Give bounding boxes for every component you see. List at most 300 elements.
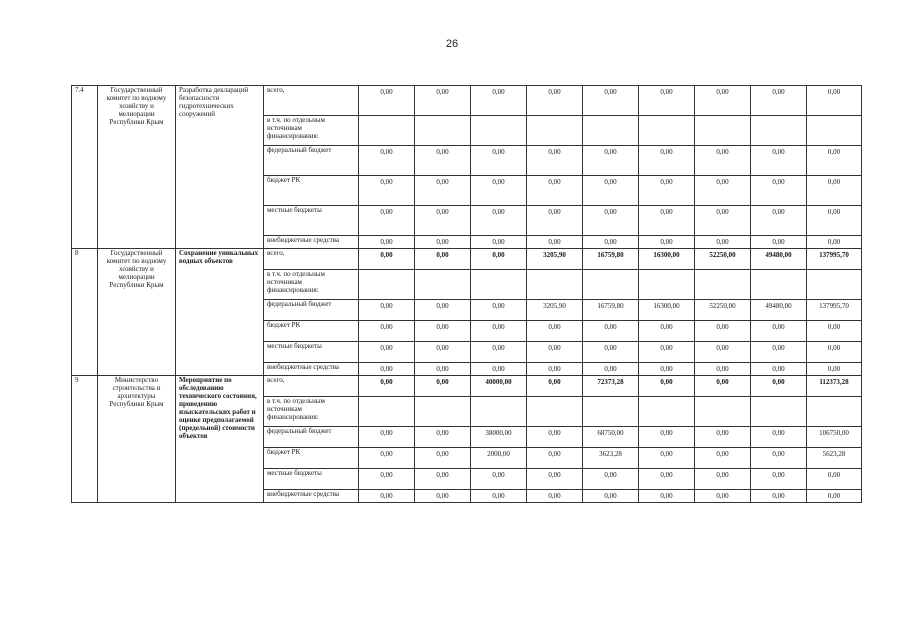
amount-value: 0,00 xyxy=(604,492,617,500)
amount-cell xyxy=(415,427,471,448)
amount-cell xyxy=(751,249,807,270)
amount-value: 5623,28 xyxy=(822,450,846,458)
amount-cell xyxy=(527,363,583,376)
amount-value xyxy=(754,116,803,118)
amount-cell xyxy=(359,86,415,116)
amount-cell xyxy=(359,342,415,363)
amount-cell xyxy=(639,249,695,270)
amount-cell xyxy=(471,490,527,503)
funding-source: всего, xyxy=(264,86,359,116)
funding-source: всего, xyxy=(264,249,359,270)
amount-value: 0,00 xyxy=(604,323,617,331)
amount-cell xyxy=(807,490,862,503)
amount-cell xyxy=(415,321,471,342)
amount-value xyxy=(418,116,467,118)
amount-value: 0,00 xyxy=(660,429,673,437)
amount-cell xyxy=(807,116,862,146)
amount-value: 0,00 xyxy=(380,302,393,310)
amount-value: 0,00 xyxy=(436,148,449,156)
amount-value: 0,00 xyxy=(660,471,673,479)
funding-source: в т.ч. по отдельным источникам финансирования: xyxy=(264,270,359,300)
amount-cell xyxy=(807,427,862,448)
amount-cell xyxy=(359,236,415,249)
amount-value xyxy=(642,397,691,399)
amount-value: 112373,28 xyxy=(819,378,849,386)
amount-value: 0,00 xyxy=(827,365,841,373)
amount-cell xyxy=(359,270,415,300)
amount-value: 0,00 xyxy=(772,148,785,156)
amount-value xyxy=(418,270,467,272)
amount-value: 0,00 xyxy=(548,429,561,437)
amount-value: 0,00 xyxy=(492,492,505,500)
amount-cell xyxy=(639,448,695,469)
amount-cell xyxy=(695,376,751,397)
funding-source: федеральный бюджет xyxy=(264,427,359,448)
amount-value: 0,00 xyxy=(548,208,561,216)
amount-cell xyxy=(471,300,527,321)
amount-value: 0,00 xyxy=(436,450,449,458)
amount-value xyxy=(642,270,691,272)
amount-cell xyxy=(415,397,471,427)
amount-cell xyxy=(639,321,695,342)
amount-value: 0,00 xyxy=(380,323,393,331)
amount-value: 0,00 xyxy=(660,178,673,186)
responsible-organization: Министерство строительства и архитектуры Республики Крым xyxy=(98,376,176,503)
amount-cell xyxy=(695,300,751,321)
funding-source: местные бюджеты xyxy=(264,469,359,490)
amount-cell xyxy=(359,490,415,503)
amount-cell xyxy=(415,363,471,376)
amount-cell xyxy=(527,270,583,300)
amount-value: 0,00 xyxy=(436,238,449,246)
amount-cell xyxy=(527,176,583,206)
amount-cell xyxy=(471,397,527,427)
funding-source: местные бюджеты xyxy=(264,206,359,236)
amount-cell xyxy=(583,116,639,146)
amount-cell xyxy=(751,116,807,146)
amount-value: 0,00 xyxy=(772,178,785,186)
amount-cell xyxy=(583,206,639,236)
amount-cell xyxy=(639,236,695,249)
amount-cell xyxy=(639,376,695,397)
amount-value: 0,00 xyxy=(436,365,449,373)
amount-value: 0,00 xyxy=(436,208,449,216)
amount-value: 0,00 xyxy=(772,208,785,216)
amount-cell xyxy=(639,116,695,146)
amount-cell xyxy=(751,342,807,363)
amount-cell xyxy=(583,448,639,469)
funding-source: внебюджетные средства xyxy=(264,490,359,503)
amount-value: 0,00 xyxy=(827,492,841,500)
amount-cell xyxy=(415,342,471,363)
amount-value: 0,00 xyxy=(716,492,729,500)
amount-value: 3623,28 xyxy=(599,450,622,458)
amount-value xyxy=(586,270,635,272)
amount-value: 0,00 xyxy=(827,471,841,479)
amount-value: 0,00 xyxy=(604,208,617,216)
amount-value: 0,00 xyxy=(436,302,449,310)
amount-cell xyxy=(583,236,639,249)
table-row xyxy=(72,376,862,397)
amount-value: 72373,28 xyxy=(597,378,624,386)
amount-value: 0,00 xyxy=(604,238,617,246)
funding-source: бюджет РК xyxy=(264,321,359,342)
amount-value: 0,00 xyxy=(548,323,561,331)
amount-value: 0,00 xyxy=(548,492,561,500)
amount-cell xyxy=(359,206,415,236)
amount-value: 0,00 xyxy=(716,365,729,373)
amount-value: 0,00 xyxy=(827,238,841,246)
amount-cell xyxy=(415,448,471,469)
amount-cell xyxy=(751,427,807,448)
amount-value: 16300,00 xyxy=(653,251,680,259)
amount-cell xyxy=(471,448,527,469)
amount-cell xyxy=(807,342,862,363)
amount-cell xyxy=(695,397,751,427)
amount-value: 0,00 xyxy=(548,178,561,186)
amount-value xyxy=(586,397,635,399)
amount-cell xyxy=(583,376,639,397)
amount-cell xyxy=(639,300,695,321)
amount-value: 0,00 xyxy=(380,88,393,96)
amount-cell xyxy=(583,342,639,363)
amount-cell xyxy=(527,86,583,116)
amount-value xyxy=(530,116,579,118)
activity-name: Разработка деклараций безопасности гидротехнических сооружений xyxy=(176,86,264,249)
amount-value: 0,00 xyxy=(436,471,449,479)
amount-cell xyxy=(583,363,639,376)
amount-cell xyxy=(807,469,862,490)
amount-cell xyxy=(751,236,807,249)
amount-cell xyxy=(415,490,471,503)
amount-value: 0,00 xyxy=(716,208,729,216)
amount-value: 0,00 xyxy=(436,378,449,386)
amount-value: 0,00 xyxy=(548,365,561,373)
amount-value: 16300,00 xyxy=(653,302,680,310)
amount-value xyxy=(530,270,579,272)
amount-value: 49480,00 xyxy=(765,302,792,310)
amount-cell xyxy=(471,376,527,397)
amount-value: 0,00 xyxy=(827,323,841,331)
amount-cell xyxy=(527,249,583,270)
amount-value: 0,00 xyxy=(660,238,673,246)
amount-value xyxy=(586,116,635,118)
amount-cell xyxy=(695,321,751,342)
amount-cell xyxy=(695,270,751,300)
amount-value: 0,00 xyxy=(772,492,785,500)
amount-cell xyxy=(639,206,695,236)
funding-source: в т.ч. по отдельным источникам финансирования: xyxy=(264,397,359,427)
amount-value: 0,00 xyxy=(716,148,729,156)
amount-value: 0,00 xyxy=(772,88,785,96)
amount-cell xyxy=(415,86,471,116)
budget-table-body xyxy=(72,86,862,503)
amount-value: 0,00 xyxy=(604,344,617,352)
amount-value: 0,00 xyxy=(492,208,505,216)
amount-value: 0,00 xyxy=(492,251,505,259)
amount-cell xyxy=(807,448,862,469)
amount-cell xyxy=(527,321,583,342)
amount-cell xyxy=(639,342,695,363)
section-code: 7.4 xyxy=(72,86,98,249)
amount-cell xyxy=(359,321,415,342)
amount-value: 0,00 xyxy=(716,238,729,246)
amount-cell xyxy=(639,363,695,376)
amount-cell xyxy=(639,469,695,490)
amount-cell xyxy=(527,116,583,146)
responsible-organization: Государственный комитет по водному хозяйству и мелиорации Республики Крым xyxy=(98,249,176,376)
amount-value: 0,00 xyxy=(492,178,505,186)
amount-value: 0,00 xyxy=(436,178,449,186)
funding-source: в т.ч. по отдельным источникам финансирования: xyxy=(264,116,359,146)
amount-value: 0,00 xyxy=(716,323,729,331)
amount-value: 0,00 xyxy=(380,450,393,458)
amount-value xyxy=(362,116,411,118)
amount-cell xyxy=(359,249,415,270)
amount-value: 0,00 xyxy=(827,344,841,352)
amount-cell xyxy=(583,270,639,300)
amount-value: 0,00 xyxy=(380,208,393,216)
amount-cell xyxy=(807,176,862,206)
amount-cell xyxy=(471,236,527,249)
amount-value: 0,00 xyxy=(492,238,505,246)
amount-cell xyxy=(807,397,862,427)
amount-cell xyxy=(639,490,695,503)
table-row xyxy=(72,86,862,116)
amount-cell xyxy=(695,427,751,448)
amount-value: 0,00 xyxy=(548,378,561,386)
amount-cell xyxy=(695,206,751,236)
funding-source: всего, xyxy=(264,376,359,397)
amount-value: 3205,90 xyxy=(543,302,566,310)
amount-value: 0,00 xyxy=(436,323,449,331)
amount-cell xyxy=(695,176,751,206)
amount-cell xyxy=(751,86,807,116)
amount-cell xyxy=(639,176,695,206)
amount-value: 0,00 xyxy=(380,344,393,352)
amount-value: 0,00 xyxy=(492,302,505,310)
amount-value: 0,00 xyxy=(548,471,561,479)
amount-cell xyxy=(807,146,862,176)
amount-cell xyxy=(359,363,415,376)
amount-value xyxy=(474,397,523,399)
amount-cell xyxy=(583,176,639,206)
amount-value: 0,00 xyxy=(548,450,561,458)
amount-cell xyxy=(471,270,527,300)
budget-table xyxy=(71,85,862,503)
amount-cell xyxy=(807,300,862,321)
amount-value: 0,00 xyxy=(772,450,785,458)
table-row xyxy=(72,249,862,270)
amount-value: 52250,00 xyxy=(709,251,736,259)
amount-cell xyxy=(639,397,695,427)
amount-value xyxy=(698,397,747,399)
amount-value: 0,00 xyxy=(716,88,729,96)
amount-cell xyxy=(415,146,471,176)
amount-cell xyxy=(527,236,583,249)
section-code: 8 xyxy=(72,249,98,376)
amount-value xyxy=(698,270,747,272)
amount-value xyxy=(754,397,803,399)
amount-value: 137995,70 xyxy=(819,251,849,259)
amount-cell xyxy=(527,469,583,490)
amount-value: 0,00 xyxy=(660,365,673,373)
amount-value: 0,00 xyxy=(492,323,505,331)
amount-value: 0,00 xyxy=(660,208,673,216)
amount-cell xyxy=(583,146,639,176)
amount-value: 68750,00 xyxy=(597,429,624,437)
amount-value: 49480,00 xyxy=(765,251,792,259)
amount-cell xyxy=(359,448,415,469)
amount-cell xyxy=(359,300,415,321)
amount-cell xyxy=(583,397,639,427)
amount-value: 0,00 xyxy=(548,88,561,96)
amount-cell xyxy=(583,86,639,116)
amount-cell xyxy=(583,321,639,342)
amount-value: 0,00 xyxy=(772,365,785,373)
amount-cell xyxy=(359,469,415,490)
amount-cell xyxy=(807,249,862,270)
amount-cell xyxy=(415,270,471,300)
amount-value: 0,00 xyxy=(827,148,841,156)
amount-value xyxy=(362,397,411,399)
amount-value: 0,00 xyxy=(716,450,729,458)
amount-cell xyxy=(695,490,751,503)
amount-cell xyxy=(807,270,862,300)
amount-cell xyxy=(807,236,862,249)
amount-cell xyxy=(583,427,639,448)
amount-value: 0,00 xyxy=(380,238,393,246)
amount-cell xyxy=(415,206,471,236)
amount-cell xyxy=(359,397,415,427)
amount-cell xyxy=(359,176,415,206)
amount-cell xyxy=(695,249,751,270)
amount-cell xyxy=(807,321,862,342)
amount-cell xyxy=(415,376,471,397)
amount-cell xyxy=(415,249,471,270)
amount-value xyxy=(474,116,523,118)
amount-value: 0,00 xyxy=(604,178,617,186)
funding-source: внебюджетные средства xyxy=(264,236,359,249)
amount-cell xyxy=(471,206,527,236)
amount-value: 0,00 xyxy=(492,344,505,352)
amount-value: 0,00 xyxy=(772,323,785,331)
amount-value: 0,00 xyxy=(827,178,841,186)
amount-value: 3205,90 xyxy=(543,251,566,259)
amount-value: 0,00 xyxy=(380,471,393,479)
amount-value: 0,00 xyxy=(772,378,785,386)
amount-cell xyxy=(471,116,527,146)
amount-value: 0,00 xyxy=(660,323,673,331)
funding-source: федеральный бюджет xyxy=(264,146,359,176)
amount-cell xyxy=(471,427,527,448)
page-number: 26 xyxy=(445,38,459,50)
amount-value: 0,00 xyxy=(772,429,785,437)
amount-value xyxy=(362,270,411,272)
amount-value: 16759,80 xyxy=(597,302,624,310)
amount-value: 0,00 xyxy=(436,251,449,259)
amount-cell xyxy=(695,363,751,376)
amount-value: 0,00 xyxy=(604,471,617,479)
amount-value: 52250,00 xyxy=(709,302,736,310)
amount-value: 0,00 xyxy=(380,378,393,386)
amount-cell xyxy=(695,448,751,469)
amount-value: 0,00 xyxy=(436,344,449,352)
amount-cell xyxy=(751,469,807,490)
amount-value: 0,00 xyxy=(772,238,785,246)
amount-cell xyxy=(471,363,527,376)
amount-cell xyxy=(695,116,751,146)
funding-source: бюджет РК xyxy=(264,448,359,469)
amount-cell xyxy=(751,363,807,376)
amount-value: 0,00 xyxy=(827,88,841,96)
amount-cell xyxy=(695,342,751,363)
amount-cell xyxy=(471,321,527,342)
amount-value xyxy=(642,116,691,118)
amount-cell xyxy=(751,448,807,469)
amount-cell xyxy=(695,236,751,249)
amount-value xyxy=(754,270,803,272)
amount-cell xyxy=(751,176,807,206)
amount-cell xyxy=(527,397,583,427)
amount-cell xyxy=(639,427,695,448)
amount-value xyxy=(810,270,858,272)
amount-cell xyxy=(471,86,527,116)
amount-value: 0,00 xyxy=(716,178,729,186)
amount-value: 0,00 xyxy=(492,365,505,373)
amount-value: 2000,00 xyxy=(487,450,510,458)
amount-value: 0,00 xyxy=(380,148,393,156)
amount-cell xyxy=(807,206,862,236)
amount-cell xyxy=(359,427,415,448)
amount-cell xyxy=(695,469,751,490)
amount-value: 0,00 xyxy=(660,88,673,96)
activity-name: Мероприятие по обследованию технического состояния, проведению изыскательских работ и оценке предполагаемой (предельной) стоимости объектов xyxy=(176,376,264,503)
amount-cell xyxy=(359,376,415,397)
amount-cell xyxy=(751,376,807,397)
amount-value: 0,00 xyxy=(492,148,505,156)
amount-value: 0,00 xyxy=(660,378,673,386)
amount-cell xyxy=(415,469,471,490)
amount-value xyxy=(810,116,858,118)
amount-cell xyxy=(751,300,807,321)
section-code: 9 xyxy=(72,376,98,503)
amount-cell xyxy=(471,146,527,176)
amount-value: 0,00 xyxy=(660,450,673,458)
amount-value: 0,00 xyxy=(380,178,393,186)
amount-value: 0,00 xyxy=(660,148,673,156)
amount-value: 0,00 xyxy=(380,251,393,259)
amount-cell xyxy=(415,116,471,146)
amount-value: 0,00 xyxy=(772,471,785,479)
amount-cell xyxy=(751,321,807,342)
amount-value xyxy=(810,397,858,399)
amount-value: 0,00 xyxy=(380,429,393,437)
amount-cell xyxy=(471,342,527,363)
activity-name: Сохранение уникальных водных объектов xyxy=(176,249,264,376)
amount-cell xyxy=(751,146,807,176)
amount-value: 0,00 xyxy=(660,492,673,500)
amount-cell xyxy=(527,376,583,397)
amount-cell xyxy=(807,376,862,397)
amount-cell xyxy=(583,490,639,503)
responsible-organization: Государственный комитет по водному хозяйству и мелиорации Республики Крым xyxy=(98,86,176,249)
amount-cell xyxy=(527,448,583,469)
funding-source: местные бюджеты xyxy=(264,342,359,363)
amount-value: 137995,70 xyxy=(819,302,849,310)
funding-source: внебюджетные средства xyxy=(264,363,359,376)
amount-cell xyxy=(471,249,527,270)
